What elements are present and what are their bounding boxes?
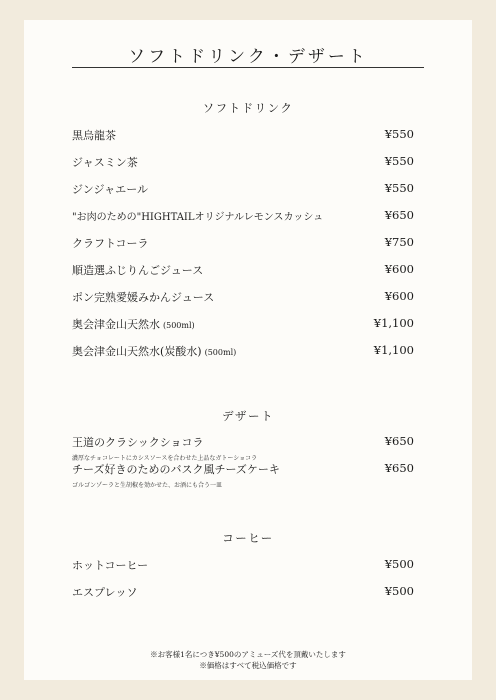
item-name: 順造選ふじりんごジュース (72, 264, 204, 277)
footer-notes (24, 650, 472, 671)
item-price: ¥550 (384, 127, 414, 141)
soft-drink-heading: ソフトドリンク (202, 101, 294, 115)
coffee-heading: コーヒー (222, 531, 274, 545)
item-size: (500ml) (204, 348, 237, 357)
menu-item (72, 584, 414, 600)
item-size: (500ml) (163, 321, 195, 330)
menu-item (72, 262, 414, 278)
item-name: 奥会津金山天然水(炭酸水) (72, 345, 202, 358)
item-price: ¥1,100 (373, 316, 414, 330)
item-price: ¥600 (384, 262, 414, 276)
menu-item (72, 434, 414, 462)
item-price: ¥1,100 (373, 343, 414, 357)
item-price: ¥600 (384, 289, 414, 303)
title-divider (72, 67, 424, 68)
menu-item (72, 289, 414, 305)
menu-item (72, 208, 414, 223)
item-price: ¥650 (384, 434, 414, 448)
item-description: ゴルゴンゾーラと生胡椒を効かせた、お酒にも合う一皿 (72, 482, 223, 489)
item-name-wrap (72, 316, 195, 332)
item-name: 奥会津金山天然水 (72, 318, 160, 331)
menu-item (72, 127, 414, 143)
item-price: ¥500 (384, 584, 414, 598)
item-price: ¥650 (384, 208, 414, 222)
item-name: ジンジャエール (72, 183, 149, 196)
menu-item (72, 461, 414, 489)
menu-item (72, 181, 414, 197)
item-name: 王道のクラシックショコラ (72, 436, 204, 449)
note-tax-included: ※価格はすべて税込価格です (199, 660, 297, 670)
item-price: ¥650 (384, 461, 414, 475)
item-name: チーズ好きのためのバスク風チーズケーキ (72, 463, 280, 476)
note-amuse-fee: ※お客様1名につき¥500のアミューズ代を頂戴いたします (150, 650, 346, 659)
item-price: ¥550 (384, 154, 414, 168)
menu-sheet (24, 20, 472, 680)
item-name-wrap (72, 343, 236, 359)
dessert-heading: デザート (222, 409, 274, 423)
item-name: ジャスミン茶 (72, 156, 138, 169)
item-price: ¥500 (384, 557, 414, 571)
item-price: ¥750 (384, 235, 414, 249)
menu-title: ソフトドリンク・デザート (128, 47, 368, 67)
menu-item (72, 235, 414, 251)
menu-item (72, 316, 414, 332)
item-price: ¥550 (384, 181, 414, 195)
menu-item (72, 557, 414, 573)
item-name: 黒烏龍茶 (72, 129, 116, 142)
item-name: ホットコーヒー (72, 559, 149, 572)
item-text (72, 461, 280, 489)
item-description: 濃厚なチョコレートにカシスソースを合わせた上品なガトーショコラ (72, 455, 258, 462)
item-name: エスプレッソ (72, 586, 138, 599)
menu-item (72, 154, 414, 170)
menu-item (72, 343, 414, 359)
item-name: クラフトコーラ (72, 237, 149, 250)
item-text (72, 434, 257, 462)
item-name: "お肉のための"HIGHTAILオリジナルレモンスカッシュ (72, 212, 324, 223)
item-name: ポン完熟愛媛みかんジュース (72, 291, 215, 304)
